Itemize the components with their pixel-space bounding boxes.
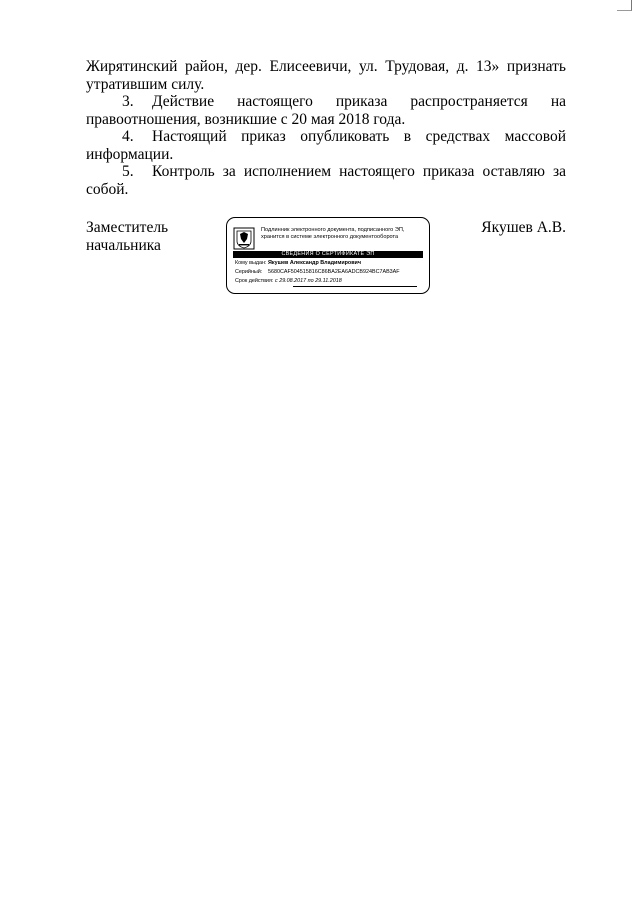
item-number: 3. <box>122 93 134 110</box>
item-4-line1 <box>86 128 566 146</box>
scan-corner-mark <box>617 0 632 11</box>
item-text: Действие настоящего приказа распространяется на <box>152 93 566 110</box>
electronic-signature-stamp <box>226 217 430 294</box>
position-line-1: Заместитель <box>86 219 169 236</box>
stamp-header <box>261 227 425 241</box>
item-3-line2 <box>86 111 566 129</box>
paragraph-continuation-end <box>86 76 566 94</box>
item-3-line1 <box>86 93 566 111</box>
signatory-position <box>86 219 168 254</box>
certificate-title-bar: СВЕДЕНИЯ О СЕРТИФИКАТЕ ЭП <box>233 251 423 258</box>
paragraph-continuation <box>86 58 566 76</box>
issued-to-value: Якушев Александр Владимирович <box>268 260 361 266</box>
item-text: Настоящий приказ опубликовать в средствах массовой <box>152 128 566 145</box>
item-4-line2 <box>86 146 566 164</box>
serial-value: 5680CAF504515816C86BA2EA6ADCB924BC7AB3AF <box>268 269 400 275</box>
signatory-name: Якушев А.В. <box>481 219 566 236</box>
item-number: 4. <box>122 128 134 145</box>
item-number: 5. <box>122 163 134 180</box>
stamp-header-line-1: Подлинник электронного документа, подписанного ЭП, <box>261 227 405 233</box>
paragraph-continuation-end-text: утратившим силу. <box>86 75 205 93</box>
issued-to-line <box>235 260 427 267</box>
coat-of-arms-icon <box>233 227 255 250</box>
stamp-header-line-2: хранится в системе электронного документооборота <box>261 234 399 240</box>
validity-label: Срок действия: <box>235 278 274 284</box>
serial-line <box>235 269 427 276</box>
item-5-line1 <box>86 163 566 198</box>
item-text: Контроль за исполнением настоящего приказа оставляю за собой. <box>86 163 566 198</box>
position-line-2: начальника <box>86 236 161 254</box>
validity-underline <box>293 286 417 287</box>
item-text-continued: правоотношения, возникшие с 20 мая 2018 года. <box>86 110 406 128</box>
serial-label: Серийный: <box>235 269 263 275</box>
order-text <box>86 58 566 198</box>
validity-value: с 29.08.2017 по 29.11.2018 <box>275 278 342 284</box>
paragraph-continuation-text: Жирятинский район, дер. Елисеевичи, ул. Трудовая, д. 13» признать <box>86 58 566 75</box>
item-text-continued: информации. <box>86 145 174 163</box>
issued-to-label: Кому выдан: <box>235 260 267 266</box>
validity-line <box>235 278 427 285</box>
